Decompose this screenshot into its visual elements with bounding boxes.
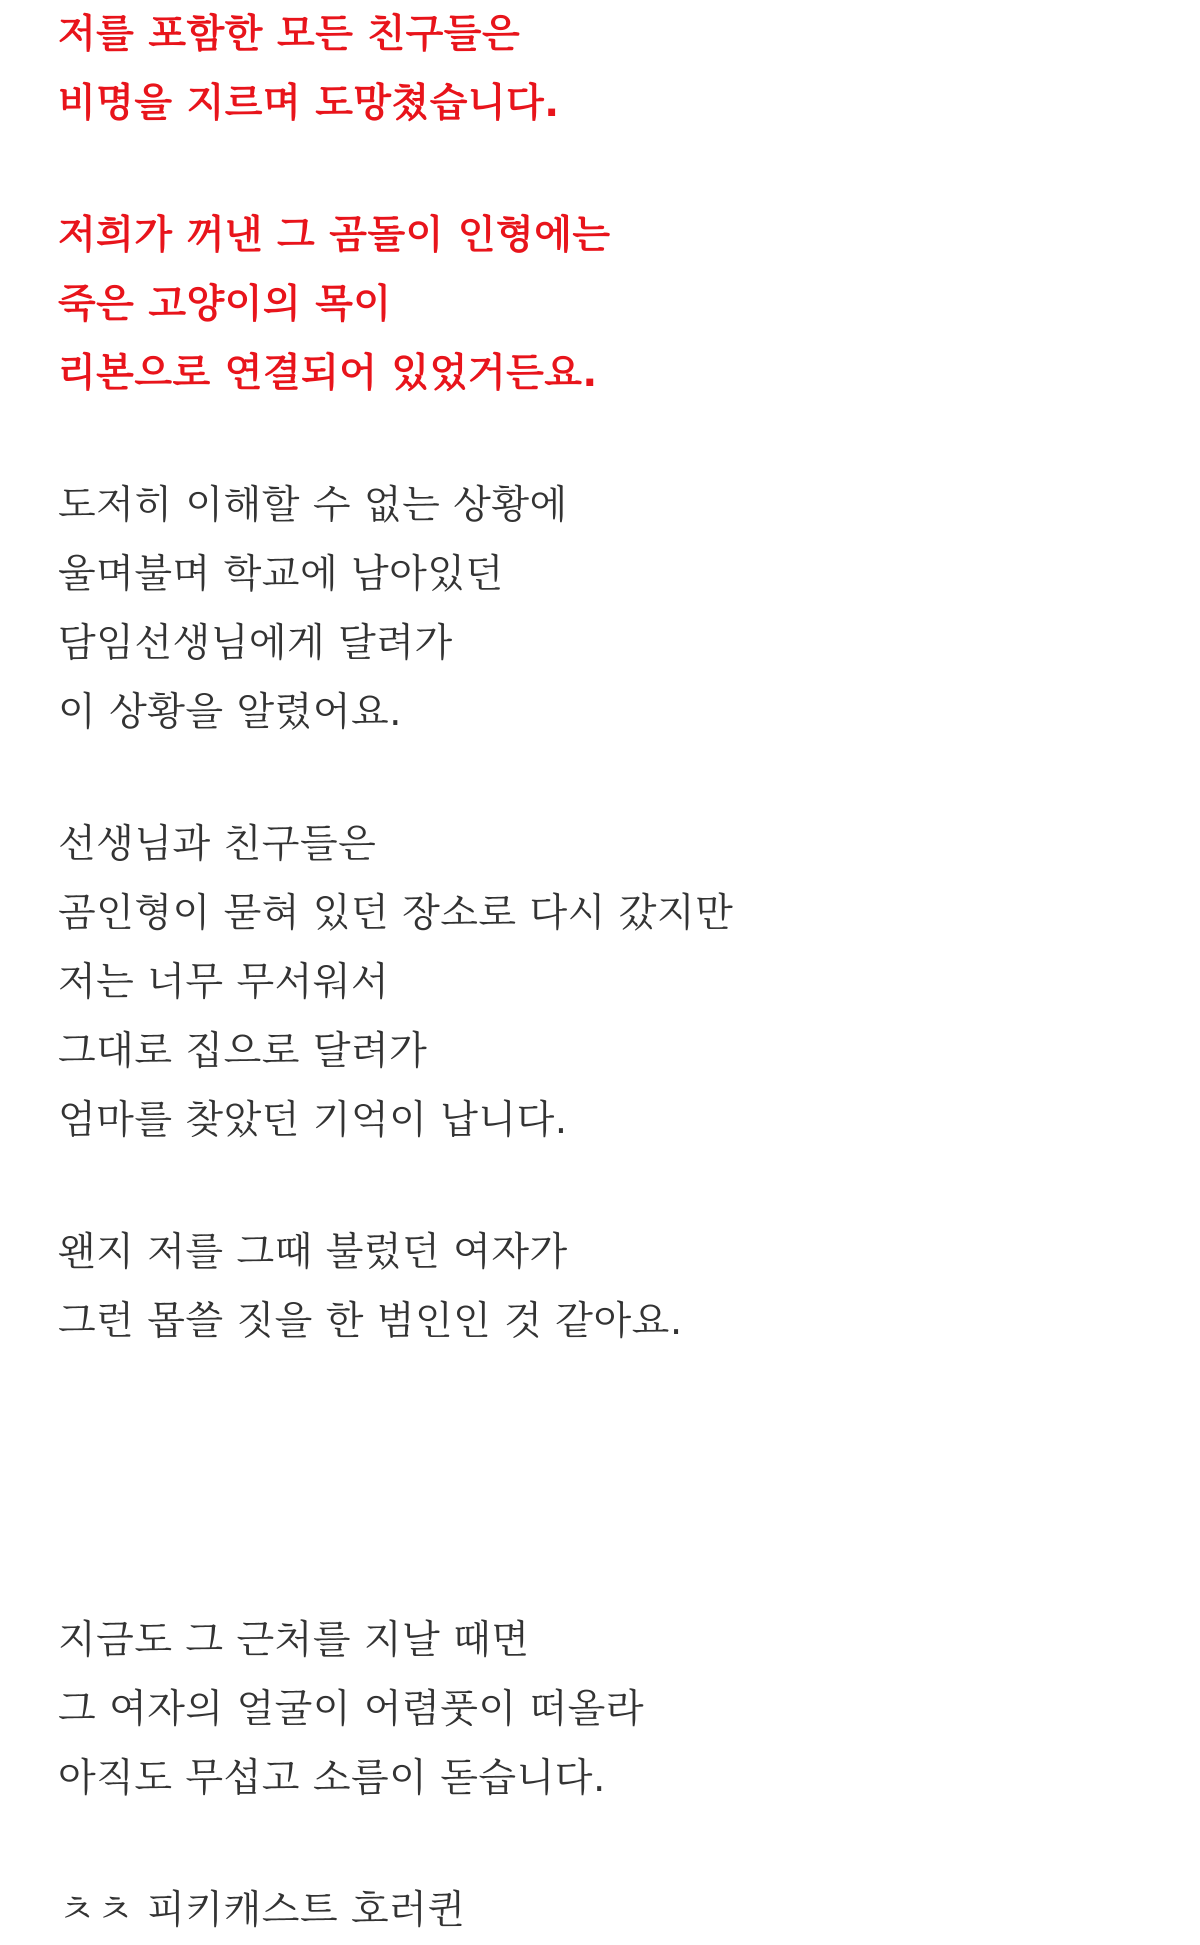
text-line: 저희가 꺼낸 그 곰돌이 인형에는 <box>58 213 611 258</box>
text-line: 리본으로 연결되어 있었거든요. <box>58 351 598 396</box>
text-line: 그런 몹쓸 짓을 한 범인인 것 같아요. <box>58 1299 683 1344</box>
text-line: 선생님과 친구들은 <box>58 822 377 867</box>
paragraph-emphasis-1 <box>58 0 1158 138</box>
text-line: 저는 너무 무서워서 <box>58 960 390 1005</box>
text-line: 그대로 집으로 달려가 <box>58 1029 428 1074</box>
source-credit <box>58 1876 1158 1945</box>
paragraph-3 <box>58 471 1158 747</box>
article-body <box>58 0 1158 1945</box>
text-line: 도저히 이해할 수 없는 상황에 <box>58 483 568 528</box>
text-line: 죽은 고양이의 목이 <box>58 282 392 327</box>
paragraph-spacer <box>58 138 1158 201</box>
paragraph-spacer <box>58 1813 1158 1876</box>
text-line: 아직도 무섭고 소름이 돋습니다. <box>58 1756 606 1801</box>
paragraph-spacer <box>58 747 1158 810</box>
paragraph-spacer <box>58 1155 1158 1218</box>
text-line: 곰인형이 묻혀 있던 장소로 다시 갔지만 <box>58 891 734 936</box>
text-line: 이 상황을 알렸어요. <box>58 690 403 735</box>
paragraph-4 <box>58 810 1158 1155</box>
paragraph-spacer <box>58 1356 1158 1606</box>
paragraph-5 <box>58 1218 1158 1356</box>
text-line: 왠지 저를 그때 불렀던 여자가 <box>58 1230 568 1275</box>
text-line: 지금도 그 근처를 지날 때면 <box>58 1618 530 1663</box>
paragraph-spacer <box>58 408 1158 471</box>
text-line: 비명을 지르며 도망쳤습니다. <box>58 81 560 126</box>
text-line: 그 여자의 얼굴이 어렴풋이 떠올라 <box>58 1687 645 1732</box>
source-text: ㅊㅊ 피키캐스트 호러퀸 <box>58 1888 466 1933</box>
paragraph-emphasis-2 <box>58 201 1158 408</box>
paragraph-6 <box>58 1606 1158 1813</box>
text-line: 담임선생님에게 달려가 <box>58 621 453 666</box>
text-line: 엄마를 찾았던 기억이 납니다. <box>58 1098 568 1143</box>
text-line: 울며불며 학교에 남아있던 <box>58 552 504 597</box>
text-line: 저를 포함한 모든 친구들은 <box>58 12 521 57</box>
